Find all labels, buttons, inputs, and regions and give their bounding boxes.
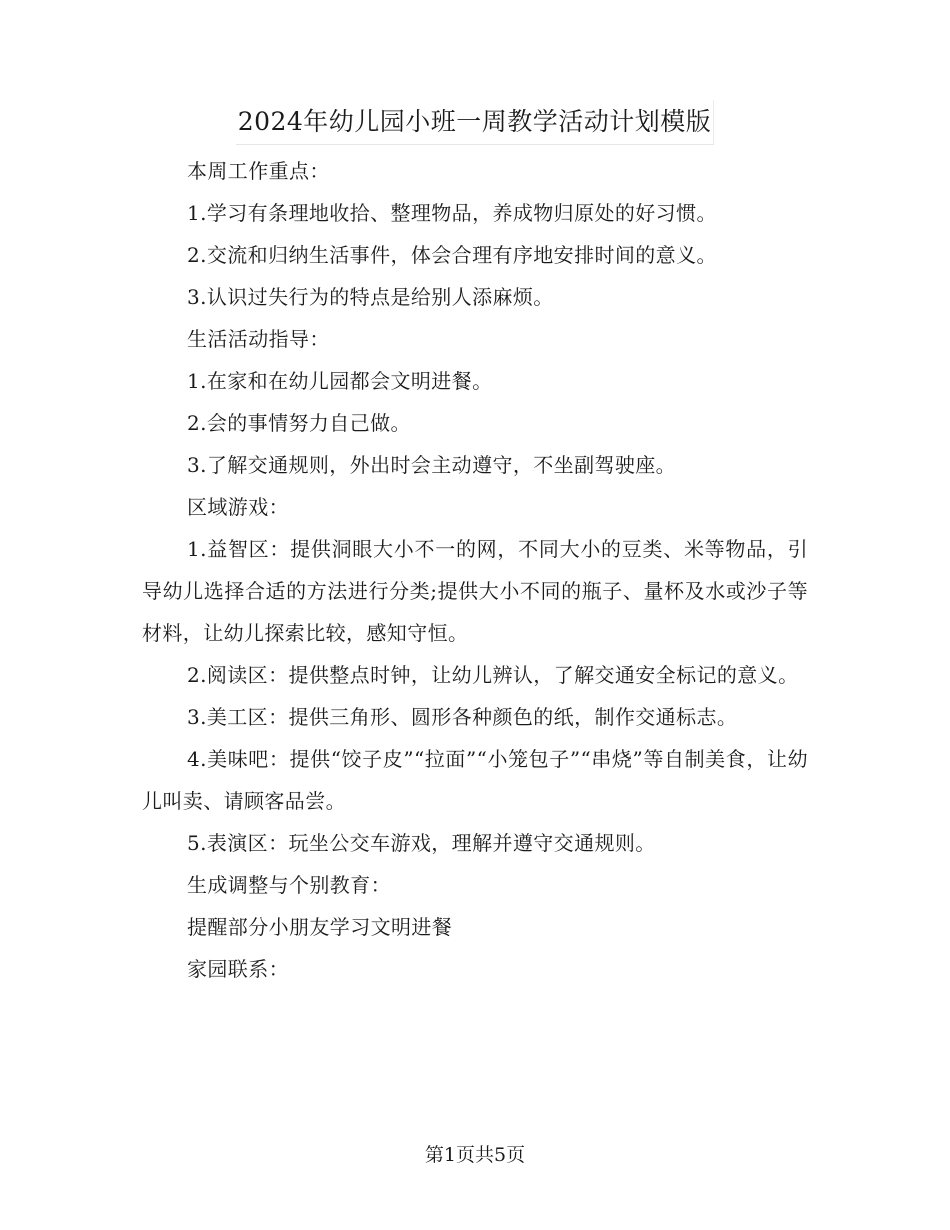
paragraph: 家园联系： — [187, 957, 289, 981]
paragraph: 4.美味吧：提供“饺子皮”“拉面”“小笼包子”“串烧”等自制美食，让幼儿叫卖、请顾客品尝。 — [142, 747, 808, 813]
document-title: 2024年幼儿园小班一周教学活动计划模版 — [236, 100, 715, 145]
paragraph: 1.学习有条理地收拾、整理物品，养成物归原处的好习惯。 — [187, 201, 717, 225]
document-body — [142, 150, 808, 990]
paragraph: 1.在家和在幼儿园都会文明进餐。 — [187, 369, 493, 393]
paragraph: 3.了解交通规则，外出时会主动遵守，不坐副驾驶座。 — [187, 453, 677, 477]
page-footer: 第1页共5页 — [424, 1144, 526, 1166]
paragraph: 区域游戏： — [187, 495, 289, 519]
document-title-row — [0, 100, 950, 145]
paragraph: 2.阅读区：提供整点时钟，让幼儿辨认，了解交通安全标记的意义。 — [187, 663, 799, 687]
paragraph: 生活活动指导： — [187, 327, 330, 351]
paragraph: 2.交流和归纳生活事件，体会合理有序地安排时间的意义。 — [187, 243, 717, 267]
paragraph: 3.认识过失行为的特点是给别人添麻烦。 — [187, 285, 554, 309]
paragraph: 1.益智区：提供洞眼大小不一的网，不同大小的豆类、米等物品，引导幼儿选择合适的方法进行分类;提供大小不同的瓶子、量杯及水或沙子等材料，让幼儿探索比较，感知守恒。 — [142, 537, 808, 645]
paragraph: 2.会的事情努力自己做。 — [187, 411, 411, 435]
paragraph: 5.表演区：玩坐公交车游戏，理解并遵守交通规则。 — [187, 831, 656, 855]
paragraph: 提醒部分小朋友学习文明进餐 — [187, 915, 453, 939]
paragraph: 3.美工区：提供三角形、圆形各种颜色的纸，制作交通标志。 — [187, 705, 738, 729]
paragraph: 生成调整与个别教育： — [187, 873, 391, 897]
paragraph: 本周工作重点： — [187, 159, 330, 183]
